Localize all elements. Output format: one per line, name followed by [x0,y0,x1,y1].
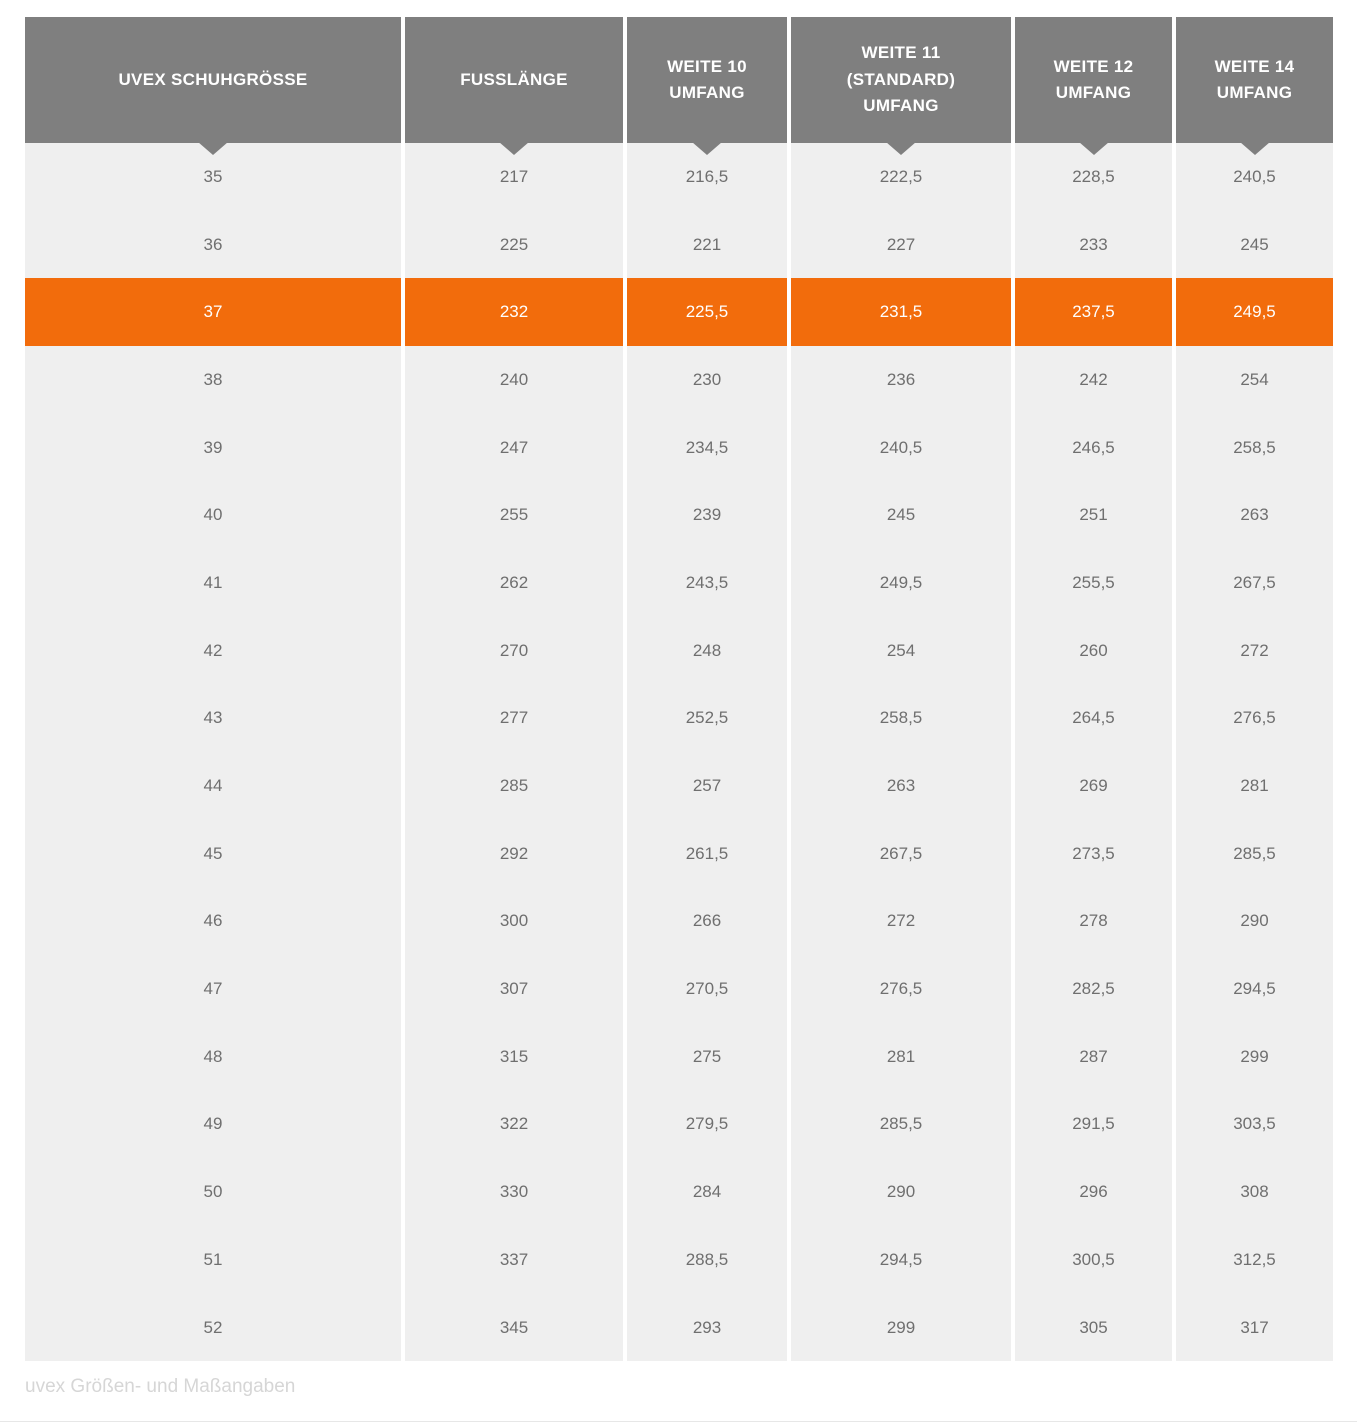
table-cell-weite-11: 249,5 [791,549,1011,617]
table-cell-fusslaenge: 247 [405,414,623,482]
table-cell-weite-14: 285,5 [1176,820,1333,888]
size-table [25,17,1332,1361]
table-cell-weite-12: 242 [1015,346,1172,414]
table-cell-weite-10: 221 [627,211,787,279]
column-header-weite-11 [791,17,1011,143]
table-cell-weite-11: 258,5 [791,685,1011,753]
column-header-label: (STANDARD) [846,69,956,89]
table-cell-weite-14: 267,5 [1176,549,1333,617]
table-cell-weite-12: 269 [1015,752,1172,820]
table-cell-schuhgroesse: 50 [25,1158,401,1226]
table-cell-weite-12: 305 [1015,1294,1172,1362]
table-cell-weite-10: 288,5 [627,1226,787,1294]
column-header-label: WEITE 10 [667,56,747,76]
table-cell-fusslaenge: 337 [405,1226,623,1294]
table-cell-weite-10: 225,5 [627,278,787,346]
table-cell-weite-14: 272 [1176,617,1333,685]
table-cell-schuhgroesse: 41 [25,549,401,617]
column-header-label: UMFANG [1055,83,1132,102]
column-header-label: UMFANG [863,96,939,116]
table-cell-weite-14: 258,5 [1176,414,1333,482]
table-cell-weite-10: 261,5 [627,820,787,888]
table-caption: uvex Größen- und Maßangaben [25,1376,296,1397]
column-pointer-icon [499,142,529,155]
table-cell-weite-11: 254 [791,617,1011,685]
table-cell-weite-12: 278 [1015,888,1172,956]
table-row-52[interactable] [25,1294,1332,1362]
column-pointer-icon [692,142,722,155]
table-cell-weite-12: 237,5 [1015,278,1172,346]
table-cell-weite-11: 299 [791,1294,1011,1362]
table-cell-schuhgroesse: 48 [25,1023,401,1091]
table-body [25,143,1332,1361]
table-row-41[interactable] [25,549,1332,617]
table-cell-weite-11: 290 [791,1158,1011,1226]
table-cell-fusslaenge: 240 [405,346,623,414]
table-cell-weite-12: 246,5 [1015,414,1172,482]
column-header-schuhgroesse [25,17,401,143]
table-row-48[interactable] [25,1023,1332,1091]
table-cell-weite-12: 255,5 [1015,549,1172,617]
table-row-37[interactable] [25,278,1332,346]
table-cell-fusslaenge: 292 [405,820,623,888]
table-header-row [25,17,1332,143]
table-cell-weite-14: 290 [1176,888,1333,956]
table-cell-weite-11: 267,5 [791,820,1011,888]
table-cell-schuhgroesse: 38 [25,346,401,414]
table-cell-schuhgroesse: 37 [25,278,401,346]
table-cell-weite-12: 291,5 [1015,1091,1172,1159]
table-cell-fusslaenge: 217 [405,143,623,211]
table-cell-weite-11: 294,5 [791,1226,1011,1294]
table-cell-weite-12: 300,5 [1015,1226,1172,1294]
table-cell-fusslaenge: 322 [405,1091,623,1159]
table-cell-weite-12: 296 [1015,1158,1172,1226]
table-cell-weite-14: 254 [1176,346,1333,414]
table-cell-fusslaenge: 225 [405,211,623,279]
table-cell-schuhgroesse: 46 [25,888,401,956]
table-cell-weite-14: 245 [1176,211,1333,279]
table-row-50[interactable] [25,1158,1332,1226]
table-cell-fusslaenge: 285 [405,752,623,820]
table-row-36[interactable] [25,211,1332,279]
table-cell-weite-11: 285,5 [791,1091,1011,1159]
column-header-label: UMFANG [1216,83,1293,102]
table-cell-weite-14: 281 [1176,752,1333,820]
column-pointer-icon [886,142,916,155]
column-header-label: WEITE 12 [1053,56,1134,76]
table-cell-weite-14: 276,5 [1176,685,1333,753]
table-cell-fusslaenge: 315 [405,1023,623,1091]
table-row-39[interactable] [25,414,1332,482]
table-cell-weite-10: 239 [627,481,787,549]
table-row-51[interactable] [25,1226,1332,1294]
table-cell-fusslaenge: 232 [405,278,623,346]
column-header-label: UVEX SCHUHGRÖSSE [118,69,308,89]
table-row-49[interactable] [25,1091,1332,1159]
column-header-label: FUSSLÄNGE [460,69,568,89]
table-cell-fusslaenge: 307 [405,955,623,1023]
table-cell-schuhgroesse: 35 [25,143,401,211]
table-cell-schuhgroesse: 51 [25,1226,401,1294]
table-cell-weite-10: 216,5 [627,143,787,211]
table-cell-fusslaenge: 255 [405,481,623,549]
table-cell-weite-14: 294,5 [1176,955,1333,1023]
table-cell-weite-11: 276,5 [791,955,1011,1023]
table-cell-weite-12: 228,5 [1015,143,1172,211]
table-cell-weite-14: 299 [1176,1023,1333,1091]
table-cell-schuhgroesse: 43 [25,685,401,753]
table-cell-weite-14: 249,5 [1176,278,1333,346]
table-cell-weite-14: 263 [1176,481,1333,549]
table-cell-weite-14: 308 [1176,1158,1333,1226]
table-cell-weite-10: 252,5 [627,685,787,753]
table-cell-weite-11: 245 [791,481,1011,549]
table-row-38[interactable] [25,346,1332,414]
table-cell-weite-12: 273,5 [1015,820,1172,888]
table-cell-schuhgroesse: 52 [25,1294,401,1362]
table-cell-weite-10: 293 [627,1294,787,1362]
table-cell-weite-11: 263 [791,752,1011,820]
table-cell-weite-10: 230 [627,346,787,414]
table-cell-fusslaenge: 277 [405,685,623,753]
column-header-weite-10 [627,17,787,143]
column-pointer-icon [198,142,228,155]
table-row-44[interactable] [25,752,1332,820]
table-cell-weite-11: 236 [791,346,1011,414]
table-cell-weite-14: 240,5 [1176,143,1333,211]
column-header-weite-14 [1176,17,1333,143]
table-cell-weite-10: 243,5 [627,549,787,617]
column-pointer-icon [1079,142,1109,155]
column-header-label: WEITE 11 [861,43,941,63]
table-cell-weite-10: 270,5 [627,955,787,1023]
table-cell-weite-10: 279,5 [627,1091,787,1159]
table-cell-weite-10: 275 [627,1023,787,1091]
table-cell-weite-10: 234,5 [627,414,787,482]
table-cell-weite-11: 231,5 [791,278,1011,346]
column-header-label: WEITE 14 [1214,56,1295,76]
table-cell-schuhgroesse: 40 [25,481,401,549]
table-cell-weite-12: 233 [1015,211,1172,279]
table-cell-schuhgroesse: 42 [25,617,401,685]
table-cell-schuhgroesse: 45 [25,820,401,888]
table-cell-schuhgroesse: 49 [25,1091,401,1159]
table-cell-schuhgroesse: 44 [25,752,401,820]
table-cell-weite-11: 222,5 [791,143,1011,211]
table-cell-weite-12: 264,5 [1015,685,1172,753]
table-cell-fusslaenge: 270 [405,617,623,685]
table-row-43[interactable] [25,685,1332,753]
table-cell-weite-11: 281 [791,1023,1011,1091]
table-cell-weite-11: 227 [791,211,1011,279]
table-cell-fusslaenge: 345 [405,1294,623,1362]
table-cell-weite-14: 312,5 [1176,1226,1333,1294]
table-cell-weite-10: 257 [627,752,787,820]
table-cell-weite-11: 240,5 [791,414,1011,482]
table-cell-weite-10: 284 [627,1158,787,1226]
table-row-42[interactable] [25,617,1332,685]
table-cell-fusslaenge: 262 [405,549,623,617]
column-header-fusslaenge [405,17,623,143]
column-header-weite-12 [1015,17,1172,143]
table-cell-weite-10: 266 [627,888,787,956]
table-cell-weite-12: 251 [1015,481,1172,549]
table-cell-weite-12: 282,5 [1015,955,1172,1023]
table-row-45[interactable] [25,820,1332,888]
table-cell-weite-14: 303,5 [1176,1091,1333,1159]
table-row-47[interactable] [25,955,1332,1023]
table-cell-schuhgroesse: 47 [25,955,401,1023]
table-cell-schuhgroesse: 39 [25,414,401,482]
table-cell-schuhgroesse: 36 [25,211,401,279]
table-cell-weite-14: 317 [1176,1294,1333,1362]
table-cell-fusslaenge: 300 [405,888,623,956]
column-pointer-icon [1240,142,1270,155]
column-header-label: UMFANG [669,83,745,102]
table-cell-weite-10: 248 [627,617,787,685]
table-row-46[interactable] [25,888,1332,956]
table-cell-weite-12: 287 [1015,1023,1172,1091]
table-row-40[interactable] [25,481,1332,549]
table-cell-weite-12: 260 [1015,617,1172,685]
table-cell-weite-11: 272 [791,888,1011,956]
table-cell-fusslaenge: 330 [405,1158,623,1226]
